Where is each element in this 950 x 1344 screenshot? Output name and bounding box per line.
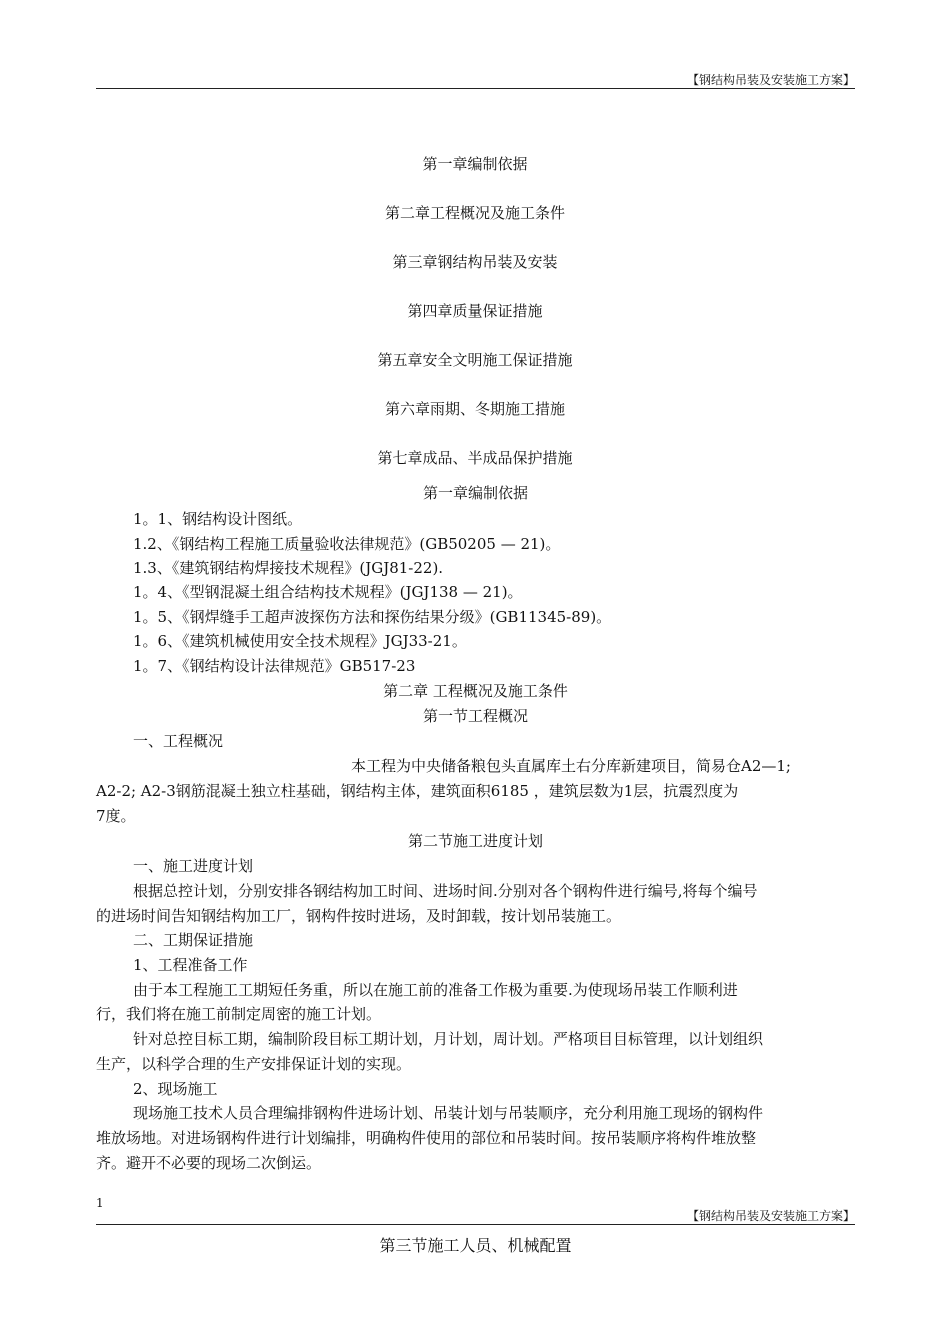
- reference-item: 1。5、《钢焊缝手工超声波探伤方法和探伤结果分级》(GB11345-89)。: [133, 608, 612, 626]
- toc-entry: 第三章钢结构吊装及安装: [392, 253, 558, 271]
- reference-item: 1。4、《型钢混凝土组合结构技术规程》(JGJ138 — 21)。: [133, 583, 523, 601]
- toc-entry: 第二章工程概况及施工条件: [384, 204, 565, 222]
- toc-entry: 第一章编制依据: [422, 155, 528, 173]
- subheading: 一、工程概况: [133, 732, 224, 750]
- subheading: 一、施工进度计划: [133, 857, 254, 875]
- chapter-1-title: 第一章编制依据: [422, 484, 528, 502]
- subheading: 2、现场施工: [133, 1080, 218, 1098]
- chapter-2-title: 第二章 工程概况及施工条件: [383, 682, 568, 700]
- paragraph-line: 的进场时间告知钢结构加工厂，钢构件按时进场，及时卸载，按计划吊装施工。: [96, 907, 622, 925]
- paragraph-line: 由于本工程施工工期短任务重，所以在施工前的准备工作极为重要.为使现场吊装工作顺利进: [133, 981, 738, 999]
- toc-entry: 第六章雨期、冬期施工措施: [384, 400, 565, 418]
- section-3-title: 第三节施工人员、机械配置: [379, 1236, 572, 1255]
- paragraph-line: 针对总控目标工期，编制阶段目标工期计划，月计划，周计划。严格项目目标管理，以计划组织: [133, 1030, 764, 1048]
- reference-item: 1.3、《建筑钢结构焊接技术规程》(JGJ81-22).: [133, 559, 444, 577]
- reference-item: 1.2、《钢结构工程施工质量验收法律规范》(GB50205 — 21)。: [133, 535, 561, 553]
- paragraph-line: 齐。避开不必要的现场二次倒运。: [96, 1154, 322, 1172]
- reference-item: 1。7、《钢结构设计法律规范》GB517-23: [133, 657, 416, 675]
- paragraph-line: 堆放场地。对进场钢构件进行计划编排，明确构件使用的部位和吊装时间。按吊装顺序将构件堆放整: [96, 1129, 757, 1147]
- paragraph-line: A2-2; A2-3钢筋混凝土独立柱基础，钢结构主体，建筑面积6185 ，建筑层数为1层，抗震烈度为: [96, 782, 739, 800]
- reference-item: 1。6、《建筑机械使用安全技术规程》JGJ33-21。: [133, 632, 467, 650]
- paragraph-line: 本工程为中央储备粮包头直属库土右分库新建项目，简易仓A2—1;: [351, 757, 791, 775]
- section-1-title: 第一节工程概况: [422, 707, 528, 725]
- reference-item: 1。1、钢结构设计图纸。: [133, 510, 303, 528]
- paragraph-line: 现场施工技术人员合理编排钢构件进场计划、吊装计划与吊装顺序，充分利用施工现场的钢构件: [133, 1104, 764, 1122]
- toc-entry: 第五章安全文明施工保证措施: [377, 351, 573, 369]
- running-header: 【钢结构吊装及安装施工方案】: [96, 72, 855, 89]
- paragraph-line: 行，我们将在施工前制定周密的施工计划。: [96, 1005, 382, 1023]
- toc-entry: 第四章质量保证措施: [407, 302, 543, 320]
- paragraph-line: 生产，以科学合理的生产安排保证计划的实现。: [96, 1055, 412, 1073]
- subheading: 二、工期保证措施: [133, 931, 254, 949]
- paragraph-line: 7度。: [96, 807, 136, 825]
- section-2-title: 第二节施工进度计划: [407, 832, 543, 850]
- paragraph-line: 根据总控计划，分别安排各钢结构加工时间、进场时间.分别对各个钢构件进行编号,将每个编号: [133, 882, 758, 900]
- running-header: 【钢结构吊装及安装施工方案】: [96, 1208, 855, 1225]
- toc-entry: 第七章成品、半成品保护措施: [377, 449, 573, 467]
- page-number: 1: [96, 1196, 104, 1210]
- subheading: 1、工程准备工作: [133, 956, 248, 974]
